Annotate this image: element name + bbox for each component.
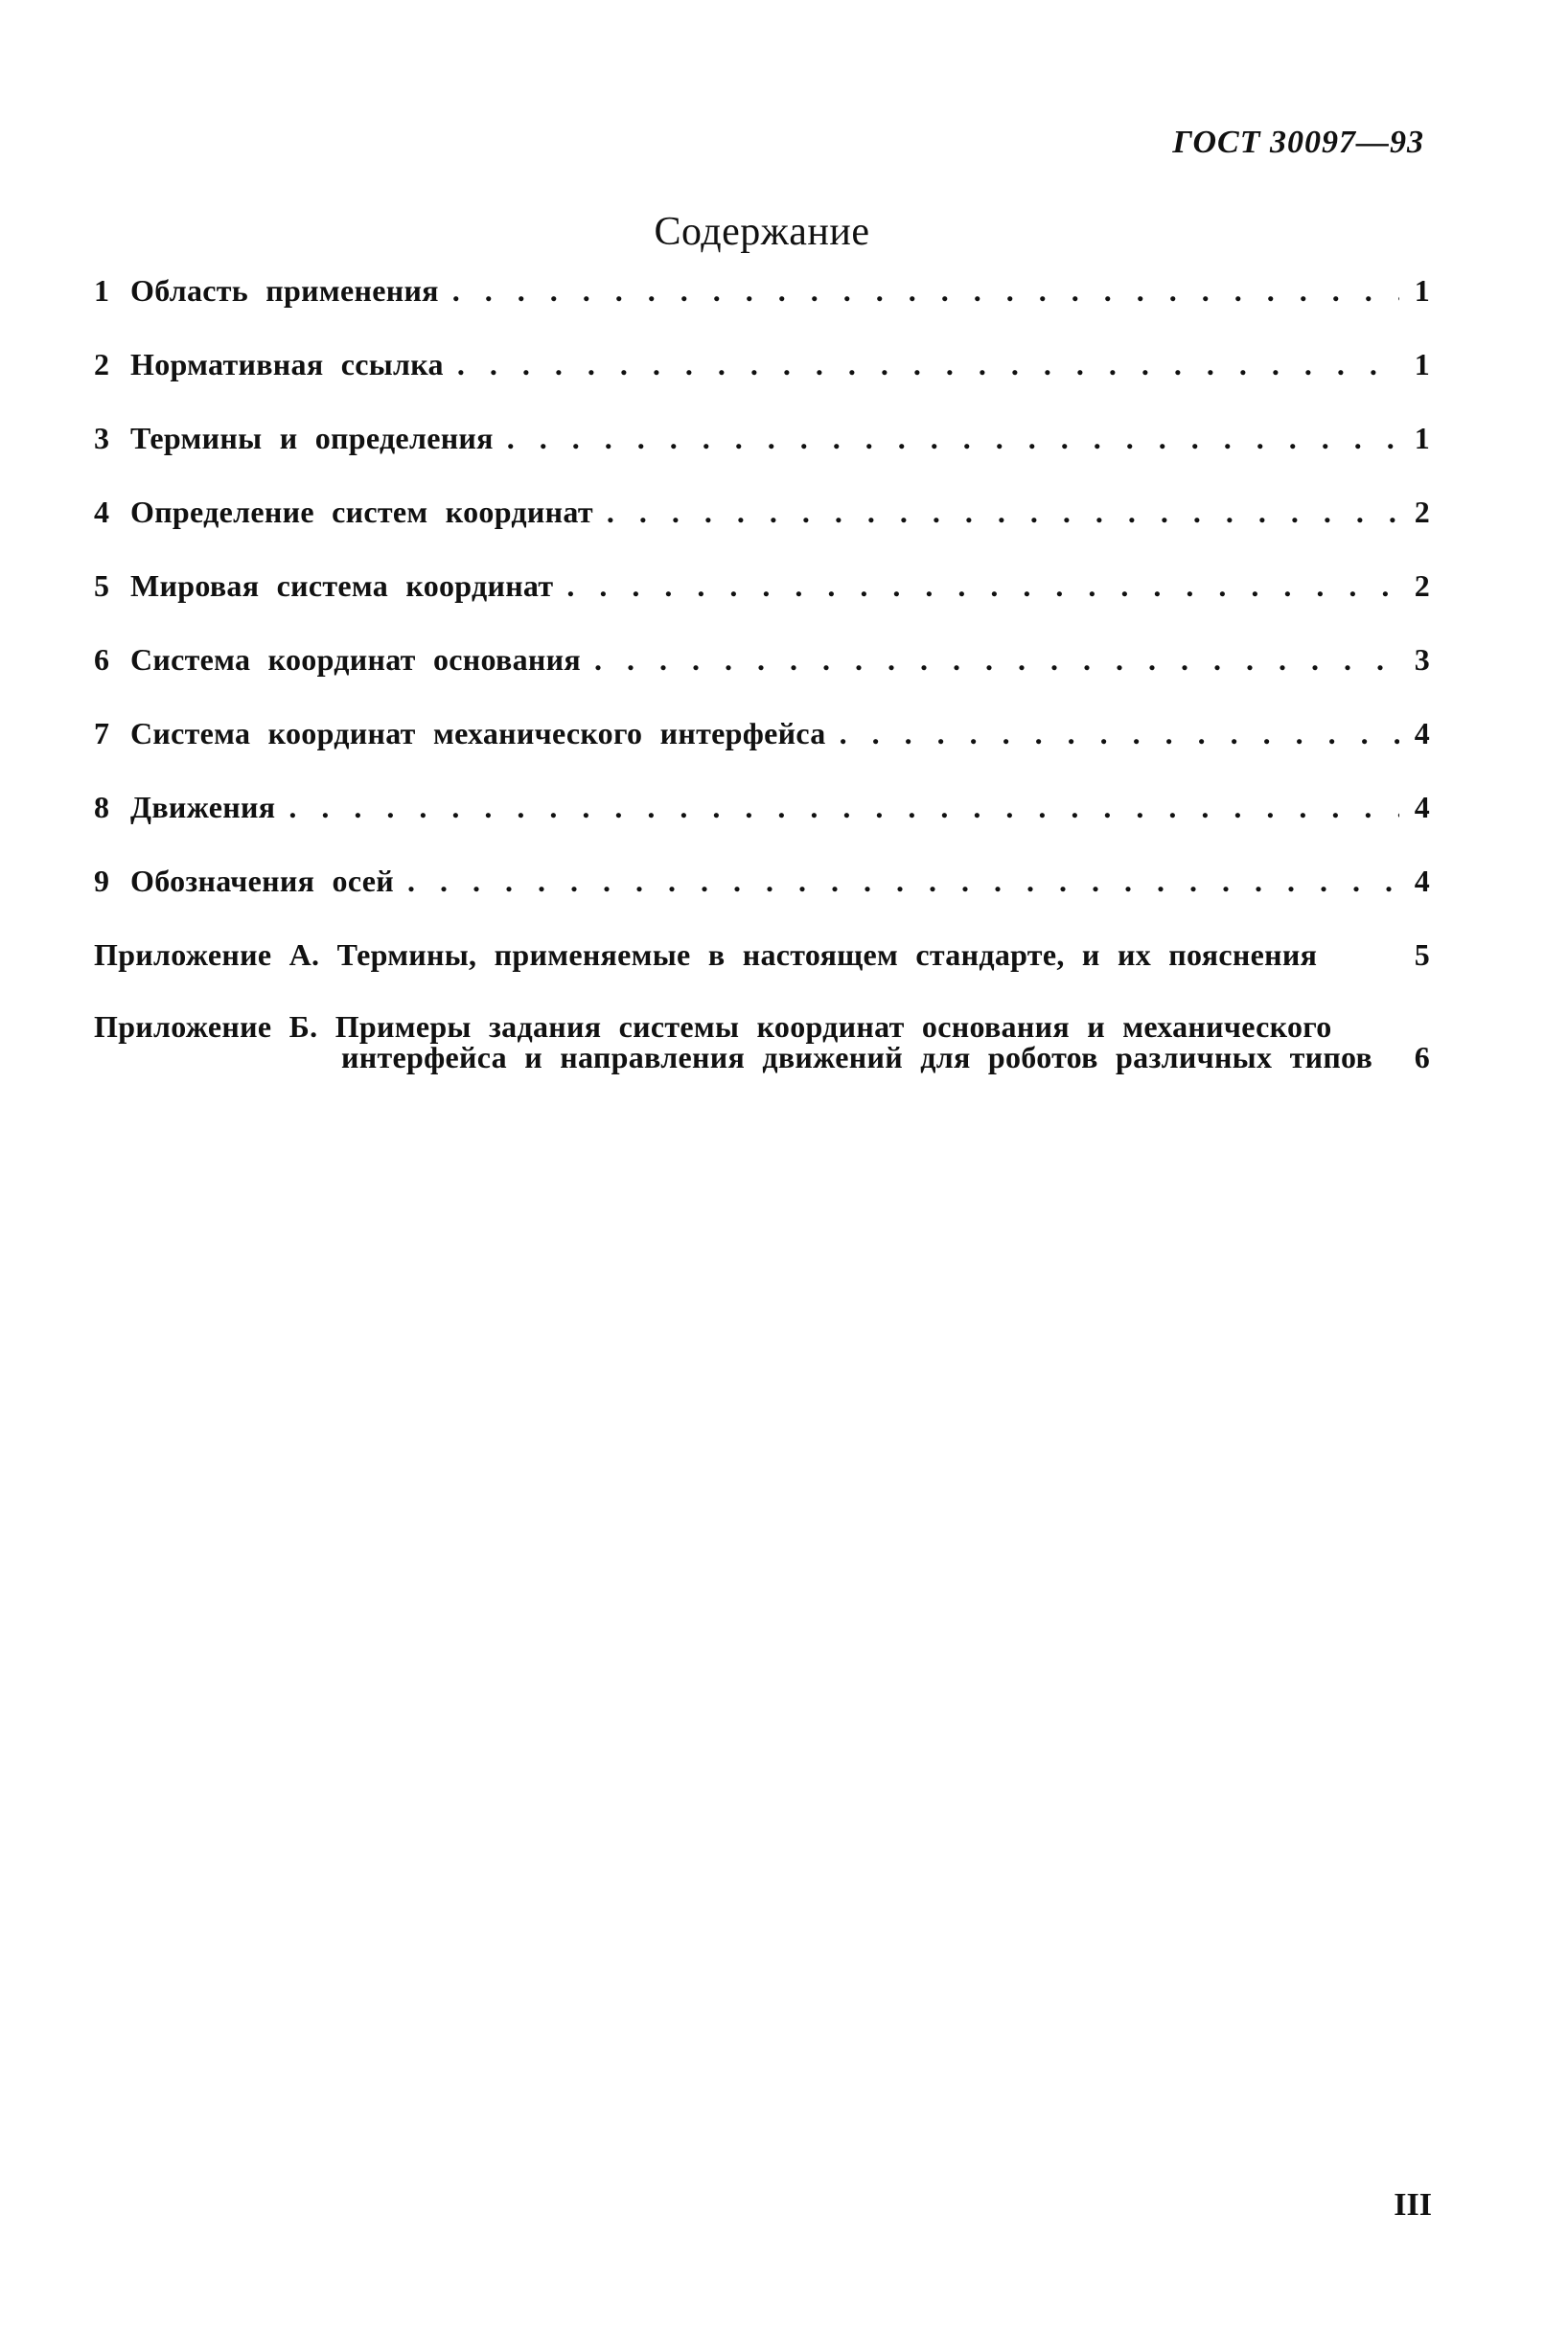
toc-item-page: 4 — [1414, 790, 1430, 824]
toc-leader-dots — [452, 273, 1399, 309]
toc-item-page: 1 — [1414, 421, 1430, 455]
toc-leader-dots — [840, 716, 1399, 751]
toc-item[interactable] — [94, 864, 1430, 937]
toc-item-number: 2 — [94, 347, 110, 381]
toc-item[interactable] — [94, 716, 1430, 790]
toc-item-number: 8 — [94, 790, 110, 824]
appendix-b-title-line2: интерфейса и направления движений для роботов различных типов — [341, 1040, 1373, 1074]
toc-item[interactable] — [94, 642, 1430, 716]
toc-item-title: Обозначения осей — [130, 864, 394, 898]
toc-item-title: Система координат механического интерфейса — [130, 716, 826, 750]
toc-item-title: Термины и определения — [130, 421, 494, 455]
toc-item[interactable] — [94, 421, 1430, 495]
toc-item-page: 1 — [1414, 273, 1430, 308]
toc-item-title: Мировая система координат — [130, 568, 554, 603]
toc-leader-dots — [288, 790, 1399, 825]
appendix-a-title: Приложение А. Термины, применяемые в настоящем стандарте, и их пояснения — [94, 937, 1318, 972]
appendix-b-line2-row — [94, 1040, 1430, 1075]
toc-appendix-a[interactable] — [94, 937, 1430, 1009]
toc-item[interactable] — [94, 273, 1430, 347]
toc-item-number: 7 — [94, 716, 110, 750]
toc-item[interactable] — [94, 347, 1430, 421]
toc-leader-dots — [457, 347, 1399, 382]
toc-item-number: 4 — [94, 495, 110, 529]
toc-item-title: Система координат основания — [130, 642, 582, 677]
toc-item-title: Область применения — [130, 273, 439, 308]
toc-item[interactable] — [94, 568, 1430, 642]
toc-item-page: 4 — [1414, 716, 1430, 750]
page-number: III — [1394, 2187, 1432, 2223]
appendix-b-title-line1: Приложение Б. Примеры задания системы координат основания и механического — [94, 1009, 1332, 1044]
toc-item-title: Нормативная ссылка — [130, 347, 444, 381]
toc-item-page: 1 — [1414, 347, 1430, 381]
toc-item[interactable] — [94, 495, 1430, 568]
appendix-a-page: 5 — [1414, 937, 1430, 972]
toc-item-page: 2 — [1414, 495, 1430, 529]
toc-item-number: 1 — [94, 273, 110, 308]
toc-leader-dots — [566, 568, 1399, 604]
toc-item-number: 3 — [94, 421, 110, 455]
document-code: ГОСТ 30097—93 — [1172, 125, 1424, 160]
toc-item-number: 9 — [94, 864, 110, 898]
toc-leader-dots — [594, 642, 1399, 678]
table-of-contents — [94, 273, 1430, 1075]
toc-item-number: 6 — [94, 642, 110, 677]
toc-leader-dots — [607, 495, 1399, 530]
toc-leader-dots — [407, 864, 1399, 899]
toc-item-title: Определение систем координат — [130, 495, 593, 529]
toc-item-page: 2 — [1414, 568, 1430, 603]
toc-item-number: 5 — [94, 568, 110, 603]
toc-item[interactable] — [94, 790, 1430, 864]
toc-appendix-b[interactable] — [94, 1009, 1430, 1075]
toc-item-page: 4 — [1414, 864, 1430, 898]
toc-leader-dots — [507, 421, 1399, 456]
toc-item-title: Движения — [130, 790, 276, 824]
toc-title: Содержание — [654, 210, 870, 254]
appendix-b-page: 6 — [1414, 1040, 1430, 1074]
toc-item-page: 3 — [1414, 642, 1430, 677]
